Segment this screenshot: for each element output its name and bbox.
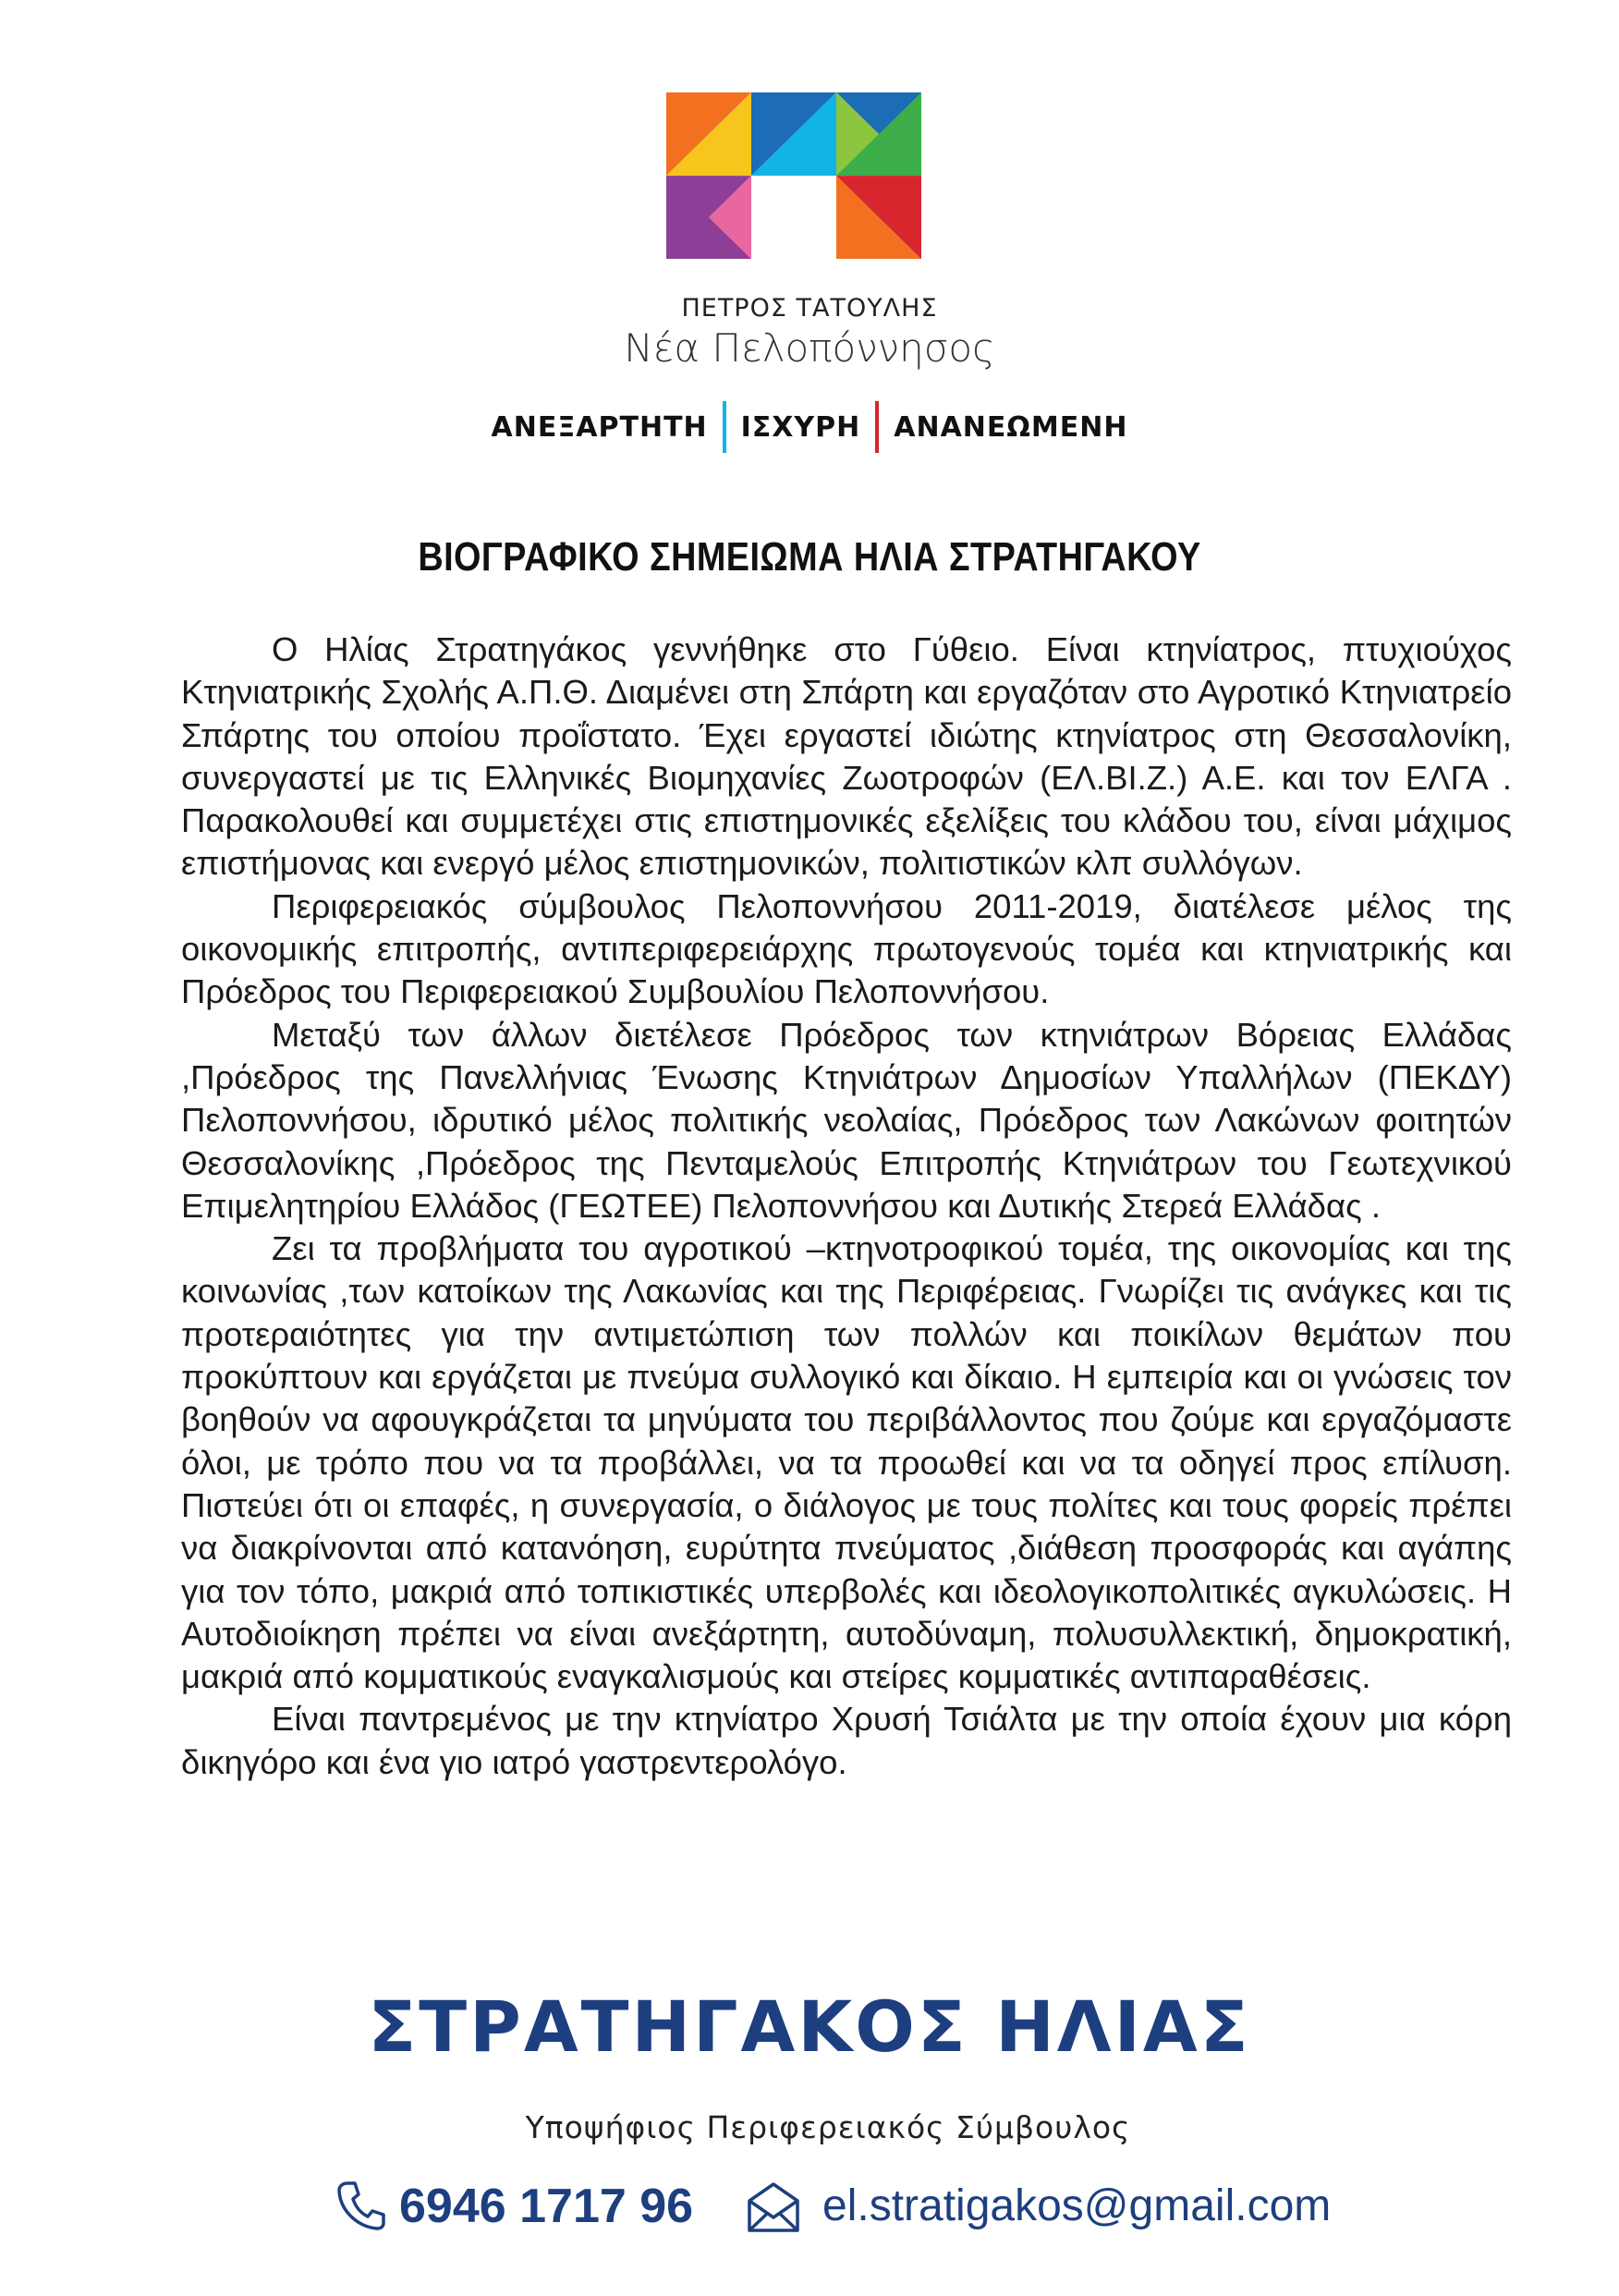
biography-paragraph: Ο Ηλίας Στρατηγάκος γεννήθηκε στο Γύθειο. Είναι κτηνίατρος, πτυχιούχος Κτηνιατρικής Σχολής Α.Π.Θ. Διαμένει στη Σπάρτη και εργαζόταν στο Αγροτικό Κτηνιατρείο Σπάρτης του οποίου προΐστατο. Έχει εργαστεί ιδιώτης κτηνίατρος στη Θεσσαλονίκη, συνεργαστεί με τις Ελληνικές Βιομηχανίες Ζωοτροφών (ΕΛ.ΒΙ.Ζ.) Α.Ε. και τον ΕΛΓΑ . Παρακολουθεί και συμμετέχει στις επιστημονικές εξελίξεις του κλάδου του, είναι μάχιμος επιστήμονας και ενεργό μέλος επιστημονικών, πολιτιστικών κλπ συλλόγων. (181, 630, 1512, 883)
candidate-role: Υποψήφιος Περιφερειακός Σύμβουλος (525, 2109, 1131, 2145)
leader-name: ΠΕΤΡΟΣ ΤΑΤΟΥΛΗΣ (681, 294, 938, 323)
tagline-word-strong: ΙΣΧΥΡΗ (740, 410, 861, 444)
tagline-word-independent: ΑΝΕΞΑΡΤΗΤΗ (491, 410, 708, 444)
phone-icon (335, 2179, 388, 2232)
party-logo-icon (666, 92, 921, 259)
tagline-word-renewed: ΑΝΑΝΕΩΜΕΝΗ (894, 410, 1128, 444)
biography-paragraph: Μεταξύ των άλλων διετέλεσε Πρόεδρος των κτηνιάτρων Βόρειας Ελλάδας ,Πρόεδρος της Πανελλήνιας Ένωσης Κτηνιάτρων Δημοσίων Υπαλλήλων (ΠΕΚΔΥ) Πελοποννήσου, ιδρυτικό μέλος πολιτικής νεολαίας, Πρόεδρος των Λακώνων φοιτητών Θεσσαλονίκης ,Πρόεδρος της Πενταμελούς Επιτροπής Κτηνιάτρων του Γεωτεχνικού Επιμελητηρίου Ελλάδος (ΓΕΩΤΕΕ) Πελοποννήσου και Δυτικής Στερεά Ελλάδας . (181, 1015, 1512, 1225)
tagline (0, 401, 1619, 453)
tagline-divider-blue (723, 401, 726, 453)
contact-row (0, 2177, 1619, 2241)
party-name: Νέα Πελοπόννησος (624, 325, 995, 371)
biography-paragraph: Ζει τα προβλήματα του αγροτικού –κτηνοτροφικού τομέα, της οικονομίας και της κοινωνίας ,των κατοίκων της Λακωνίας και της Περιφέρειας. Γνωρίζει τις ανάγκες και τις προτεραιότητες για την αντιμετώπιση των πολλών και ποικίλων θεμάτων που προκύπτουν και εργάζεται με πνεύμα συλλογικό και δίκαιο. Η εμπειρία και οι γνώσεις τον βοηθούν να αφουγκράζεται τα μηνύματα του περιβάλλοντος που ζούμε και εργαζόμαστε όλοι, με τρόπο που να τα προβάλλει, να τα προωθεί και να τα οδηγεί προς επίλυση. Πιστεύει ότι οι επαφές, η συνεργασία, ο διάλογος με τους πολίτες και τους φορείς πρέπει να διακρίνονται από κατανόηση, ευρύτητα πνεύματος ,διάθεση προσφοράς και αγάπης για τον τόπο, μακριά από τοπικιστικές υπερβολές και ιδεολογικοπολιτικές αγκυλώσεις. Η Αυτοδιοίκηση πρέπει να είναι ανεξάρτητη, αυτοδύναμη, πολυσυλλεκτική, δημοκρατική, μακριά από κομματικούς εναγκαλισμούς και στείρες κομματικές αντιπαραθέσεις. (181, 1229, 1512, 1696)
candidate-name: ΣΤΡΑΤΗΓΑΚΟΣ ΗΛΙΑΣ (368, 1985, 1251, 2068)
phone-number[interactable]: 6946 1717 96 (399, 2180, 694, 2233)
biography-paragraph: Είναι παντρεμένος με την κτηνίατρο Χρυσή Τσιάλτα με την οποία έχουν μια κόρη δικηγόρο και ένα γιο ιατρό γαστρεντερολόγο. (181, 1700, 1512, 1781)
biography-body (181, 629, 1512, 1784)
document-title: ΒΙΟΓΡΑΦΙΚΟ ΣΗΜΕΙΩΜΑ ΗΛΙΑ ΣΤΡΑΤΗΓΑΚΟΥ (418, 534, 1201, 580)
biography-paragraph: Περιφερειακός σύμβουλος Πελοποννήσου 2011-2019, διατέλεσε μέλος της οικονομικής επιτροπής, αντιπεριφερειάρχης πρωτογενούς τομέα και κτηνιατρικής και Πρόεδρος του Περιφερειακού Συμβουλίου Πελοποννήσου. (181, 886, 1512, 1011)
email-address[interactable]: el.stratigakos@gmail.com (822, 2181, 1332, 2230)
tagline-divider-red (875, 401, 879, 453)
envelope-icon (745, 2180, 802, 2234)
